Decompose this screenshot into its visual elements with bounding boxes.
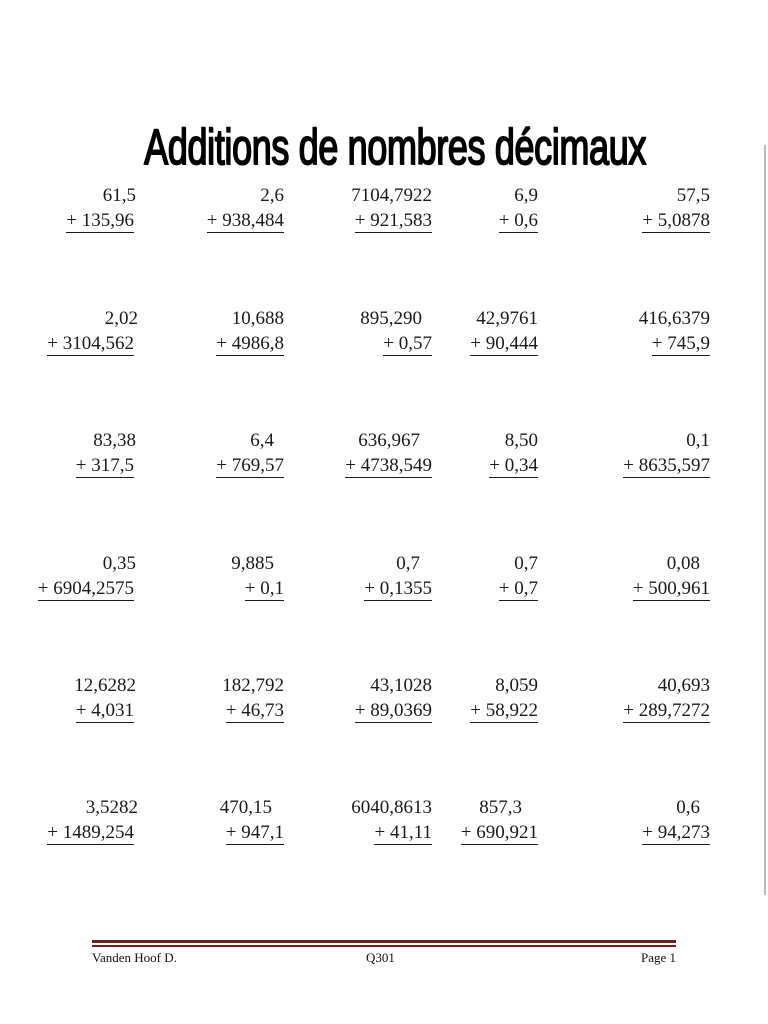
addition-problem [0,430,134,490]
addition-problem [398,185,538,245]
addend-top: 57,5 [676,185,710,206]
addend-top: 0,7 [514,553,538,574]
addition-problem [398,553,538,613]
addition-problem [570,308,710,368]
addend-bottom: + 6904,2575 [37,578,134,599]
addition-problem [570,185,710,245]
addend-bottom: + 90,444 [470,333,538,354]
addend-top: 470,15 [219,797,272,818]
addend-top: 12,6282 [74,675,136,696]
addition-problem [144,430,284,490]
addend-bottom: + 0,7 [498,578,538,599]
addend-top: 0,7 [396,553,420,574]
addition-problem [144,185,284,245]
addend-top: 7104,7922 [351,185,432,206]
addend-bottom: + 0,57 [383,333,432,354]
addend-bottom: + 4,031 [75,700,134,721]
addend-top: 416,6379 [638,308,710,329]
addend-top: 636,967 [358,430,420,451]
footer-rule-thick [92,940,676,943]
addend-bottom: + 745,9 [651,333,710,354]
addend-bottom: + 0,34 [489,455,538,476]
addition-problem [570,797,710,857]
addend-bottom: + 4986,8 [216,333,284,354]
addend-top: 895,290 [360,308,422,329]
addition-problem [398,308,538,368]
addend-top: 0,1 [686,430,710,451]
addend-bottom: + 0,6 [498,210,538,231]
addend-top: 0,08 [666,553,700,574]
addend-bottom: + 8635,597 [623,455,710,476]
addition-problem [144,553,284,613]
addend-bottom: + 0,1 [244,578,284,599]
addition-problem [398,797,538,857]
addition-problem [398,675,538,735]
footer-page-number: Page 1 [640,950,676,965]
addend-bottom: + 89,0369 [354,700,432,721]
addend-bottom: + 3104,562 [47,333,134,354]
addend-bottom: + 921,583 [354,210,432,231]
addend-top: 40,693 [657,675,710,696]
addend-bottom: + 289,7272 [623,700,710,721]
addend-bottom: + 500,961 [632,578,710,599]
footer-rule-thin [92,945,676,947]
addend-bottom: + 41,11 [374,822,432,843]
addition-problem [0,553,134,613]
addition-problem [570,553,710,613]
addend-bottom: + 938,484 [206,210,284,231]
addend-top: 182,792 [222,675,284,696]
addend-top: 2,6 [260,185,284,206]
addend-top: 83,38 [93,430,136,451]
footer-author: Vanden Hoof D. [92,950,177,965]
addition-problem [144,675,284,735]
addend-top: 6,9 [514,185,538,206]
addend-top: 3,5282 [85,797,138,818]
addend-bottom: + 0,1355 [364,578,432,599]
addend-bottom: + 317,5 [75,455,134,476]
addend-top: 9,885 [231,553,274,574]
addition-problem [144,308,284,368]
addition-problem [570,675,710,735]
addition-problem [0,675,134,735]
addend-top: 0,35 [102,553,136,574]
addend-bottom: + 135,96 [66,210,134,231]
addition-problem [0,797,138,857]
addend-bottom: + 46,73 [225,700,284,721]
addend-bottom: + 94,273 [642,822,710,843]
addition-problem [144,797,284,857]
addend-top: 0,6 [676,797,700,818]
addend-top: 10,688 [231,308,284,329]
addend-top: 6,4 [250,430,274,451]
addend-top: 2,02 [104,308,138,329]
addend-top: 61,5 [102,185,136,206]
addend-bottom: + 947,1 [225,822,284,843]
addend-bottom: + 769,57 [216,455,284,476]
addend-bottom: + 58,922 [470,700,538,721]
addend-top: 43,1028 [370,675,432,696]
addend-bottom: + 4738,549 [345,455,432,476]
addition-problem [398,430,538,490]
page-title: Additions de nombres décimaux [144,118,646,175]
addend-bottom: + 690,921 [460,822,538,843]
addition-problem [0,308,138,368]
footer-rule [92,940,676,948]
addend-top: 8,059 [495,675,538,696]
addend-top: 857,3 [479,797,522,818]
addend-bottom: + 5,0878 [642,210,710,231]
addition-problem [570,430,710,490]
addition-problem [0,185,134,245]
addend-top: 6040,8613 [351,797,432,818]
footer-code: Q301 [366,950,395,965]
addend-bottom: + 1489,254 [47,822,134,843]
addend-top: 42,9761 [476,308,538,329]
addend-top: 8,50 [504,430,538,451]
